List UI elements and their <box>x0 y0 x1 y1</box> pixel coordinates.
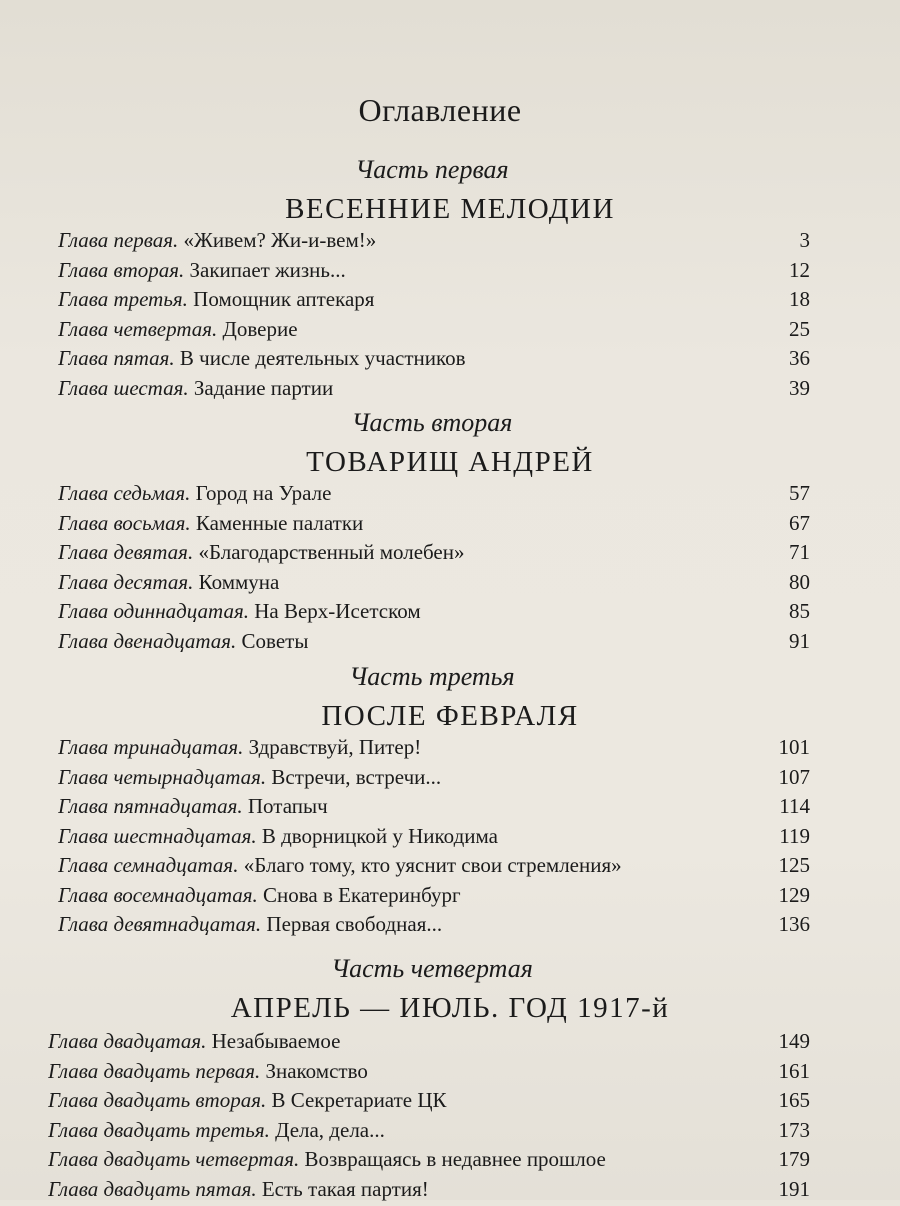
chapter-title: Здравствуй, Питер! <box>249 735 422 759</box>
page-number: 165 <box>760 1088 810 1113</box>
chapter-title: Каменные палатки <box>196 511 363 535</box>
page-number: 25 <box>760 317 810 342</box>
chapter-list-3 <box>58 735 810 942</box>
chapter-title: Закипает жизнь... <box>190 258 346 282</box>
chapter-list-2 <box>58 481 810 658</box>
chapter-number: Глава девятнадцатая. <box>58 912 261 936</box>
toc-row[interactable] <box>58 629 810 659</box>
toc-row[interactable] <box>58 481 810 511</box>
chapter-title: Город на Урале <box>196 481 332 505</box>
toc-row[interactable] <box>58 883 810 913</box>
chapter-number: Глава пятая. <box>58 346 175 370</box>
chapter-title: Знакомство <box>265 1059 367 1083</box>
chapter-title: Помощник аптекаря <box>193 287 374 311</box>
part-heading-4 <box>0 954 900 1025</box>
toc-row[interactable] <box>58 317 810 347</box>
toc-row[interactable] <box>48 1177 810 1206</box>
chapter-list-1 <box>58 228 810 405</box>
page-number: 71 <box>760 540 810 565</box>
chapter-title: «Благо тому, кто уяснит свои стремления» <box>244 853 622 877</box>
toc-row[interactable] <box>58 765 810 795</box>
page-number: 39 <box>760 376 810 401</box>
toc-row[interactable] <box>58 794 810 824</box>
page-number: 85 <box>760 599 810 624</box>
chapter-title: Доверие <box>223 317 298 341</box>
chapter-number: Глава восемнадцатая. <box>58 883 258 907</box>
chapter-number: Глава пятнадцатая. <box>58 794 243 818</box>
page-number: 129 <box>760 883 810 908</box>
chapter-number: Глава шестнадцатая. <box>58 824 257 848</box>
page-number: 136 <box>760 912 810 937</box>
page-number: 91 <box>760 629 810 654</box>
page-number: 125 <box>760 853 810 878</box>
page-number: 173 <box>760 1118 810 1143</box>
chapter-title: Советы <box>242 629 309 653</box>
chapter-number: Глава четвертая. <box>58 317 217 341</box>
toc-row[interactable] <box>48 1059 810 1089</box>
part-label: Часть четвертая <box>0 954 864 984</box>
chapter-title: Снова в Екатеринбург <box>263 883 461 907</box>
chapter-number: Глава семнадцатая. <box>58 853 238 877</box>
chapter-list-4 <box>48 1029 810 1206</box>
part-name: ПОСЛЕ ФЕВРАЛЯ <box>0 700 900 733</box>
chapter-title: «Живем? Жи-и-вем!» <box>184 228 377 252</box>
chapter-title: Дела, дела... <box>275 1118 385 1142</box>
toc-row[interactable] <box>58 570 810 600</box>
page-number: 18 <box>760 287 810 312</box>
chapter-number: Глава двадцать пятая. <box>48 1177 257 1201</box>
page-number: 67 <box>760 511 810 536</box>
chapter-title: «Благодарственный молебен» <box>198 540 464 564</box>
toc-row[interactable] <box>58 511 810 541</box>
part-label: Часть вторая <box>0 408 864 438</box>
chapter-title: Незабываемое <box>212 1029 341 1053</box>
chapter-number: Глава шестая. <box>58 376 189 400</box>
chapter-number: Глава седьмая. <box>58 481 190 505</box>
part-heading-2 <box>0 408 900 479</box>
chapter-number: Глава девятая. <box>58 540 193 564</box>
chapter-number: Глава четырнадцатая. <box>58 765 266 789</box>
page-number: 161 <box>760 1059 810 1084</box>
page-number: 149 <box>760 1029 810 1054</box>
part-label: Часть первая <box>0 155 864 185</box>
toc-row[interactable] <box>48 1147 810 1177</box>
toc-row[interactable] <box>58 735 810 765</box>
page-title: Оглавление <box>0 92 900 129</box>
chapter-title: Встречи, встречи... <box>271 765 441 789</box>
chapter-title: Задание партии <box>194 376 333 400</box>
page-number: 57 <box>760 481 810 506</box>
part-label: Часть третья <box>0 662 864 692</box>
page-number: 191 <box>760 1177 810 1202</box>
page-number: 80 <box>760 570 810 595</box>
chapter-number: Глава двадцать четвертая. <box>48 1147 299 1171</box>
part-name: ВЕСЕННИЕ МЕЛОДИИ <box>0 193 900 226</box>
chapter-number: Глава тринадцатая. <box>58 735 243 759</box>
chapter-title: Первая свободная... <box>266 912 442 936</box>
toc-row[interactable] <box>58 287 810 317</box>
toc-row[interactable] <box>58 540 810 570</box>
toc-row[interactable] <box>48 1118 810 1148</box>
toc-row[interactable] <box>58 346 810 376</box>
chapter-number: Глава двадцать третья. <box>48 1118 270 1142</box>
chapter-title: В Секретариате ЦК <box>271 1088 446 1112</box>
chapter-number: Глава десятая. <box>58 570 193 594</box>
toc-row[interactable] <box>58 258 810 288</box>
chapter-number: Глава одиннадцатая. <box>58 599 249 623</box>
page-number: 107 <box>760 765 810 790</box>
chapter-number: Глава двенадцатая. <box>58 629 236 653</box>
chapter-number: Глава восьмая. <box>58 511 191 535</box>
page-number: 179 <box>760 1147 810 1172</box>
part-name: АПРЕЛЬ — ИЮЛЬ. ГОД 1917-й <box>0 992 900 1025</box>
page-number: 114 <box>760 794 810 819</box>
toc-row[interactable] <box>58 228 810 258</box>
toc-row[interactable] <box>48 1029 810 1059</box>
page-number: 119 <box>760 824 810 849</box>
toc-row[interactable] <box>58 912 810 942</box>
chapter-number: Глава вторая. <box>58 258 184 282</box>
chapter-title: Потапыч <box>248 794 328 818</box>
toc-row[interactable] <box>58 376 810 406</box>
toc-row[interactable] <box>58 599 810 629</box>
page-number: 12 <box>760 258 810 283</box>
part-heading-3 <box>0 662 900 733</box>
chapter-title: Есть такая партия! <box>262 1177 429 1201</box>
toc-row[interactable] <box>58 853 810 883</box>
chapter-title: На Верх-Исетском <box>254 599 420 623</box>
toc-row[interactable] <box>48 1088 810 1118</box>
chapter-title: Коммуна <box>199 570 280 594</box>
chapter-number: Глава первая. <box>58 228 178 252</box>
chapter-number: Глава двадцать первая. <box>48 1059 260 1083</box>
chapter-title: В числе деятельных участников <box>180 346 466 370</box>
chapter-number: Глава третья. <box>58 287 188 311</box>
chapter-title: В дворницкой у Никодима <box>262 824 498 848</box>
chapter-number: Глава двадцать вторая. <box>48 1088 266 1112</box>
part-name: ТОВАРИЩ АНДРЕЙ <box>0 446 900 479</box>
chapter-title: Возвращаясь в недавнее прошлое <box>304 1147 605 1171</box>
page-number: 36 <box>760 346 810 371</box>
chapter-number: Глава двадцатая. <box>48 1029 206 1053</box>
toc-row[interactable] <box>58 824 810 854</box>
page-number: 101 <box>760 735 810 760</box>
page-number: 3 <box>760 228 810 253</box>
part-heading-1 <box>0 155 900 226</box>
